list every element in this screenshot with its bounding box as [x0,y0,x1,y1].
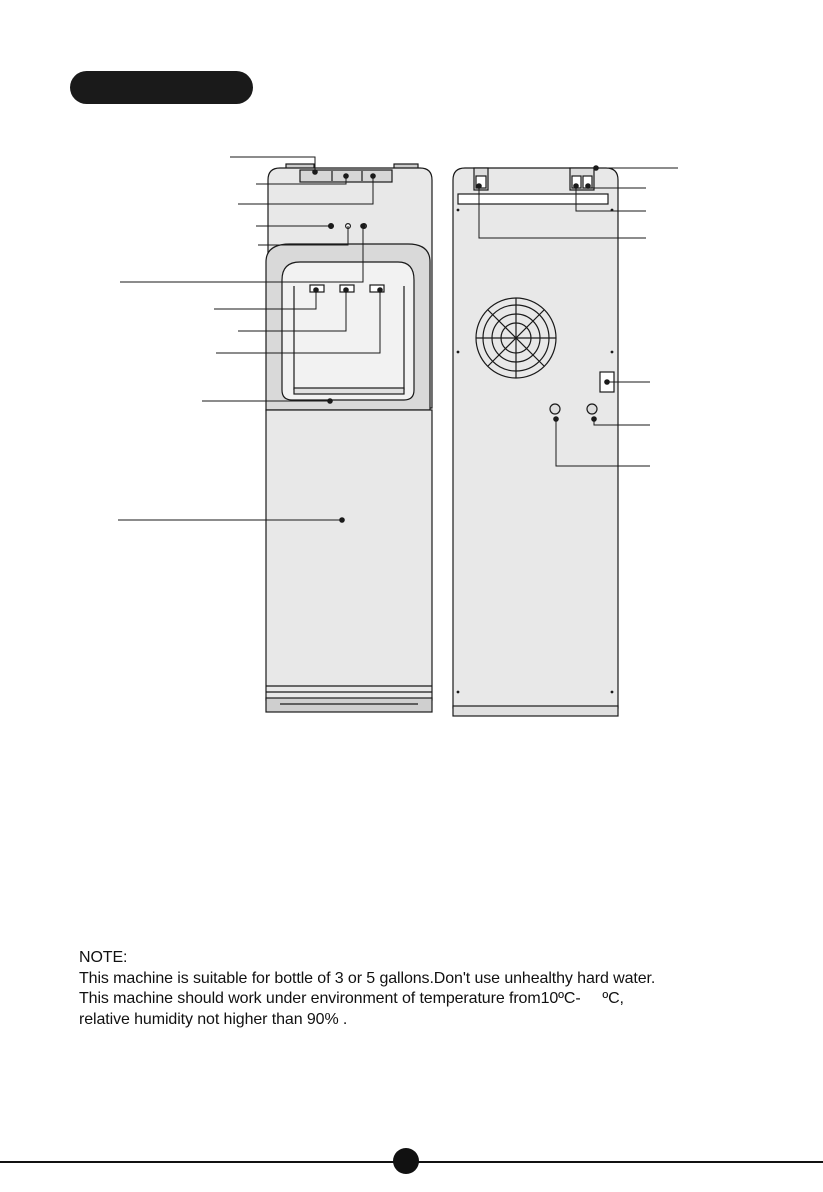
cooling-fan [476,298,556,378]
front-base [266,698,432,712]
back-top-strip [458,194,608,204]
page-number-dot [393,1148,419,1174]
front-view [266,164,432,712]
note-block [79,948,799,1030]
back-view [453,168,618,716]
back-base [453,706,618,716]
note-line-2: This machine should work under environment of temperature from10ºC- ºC, [79,990,624,1007]
drain-plug-left [550,404,560,414]
note-line-3: relative humidity not higher than 90% . [79,1010,348,1028]
note-heading: NOTE: [79,949,128,966]
front-lower-cabinet [266,410,432,700]
drain-plug-right [587,404,597,414]
back-cabinet [453,168,618,708]
drip-tray [294,388,404,394]
note-line-1: This machine is suitable for bottle of 3 or 5 gallons.Don't use unhealthy hard water. [79,969,656,987]
